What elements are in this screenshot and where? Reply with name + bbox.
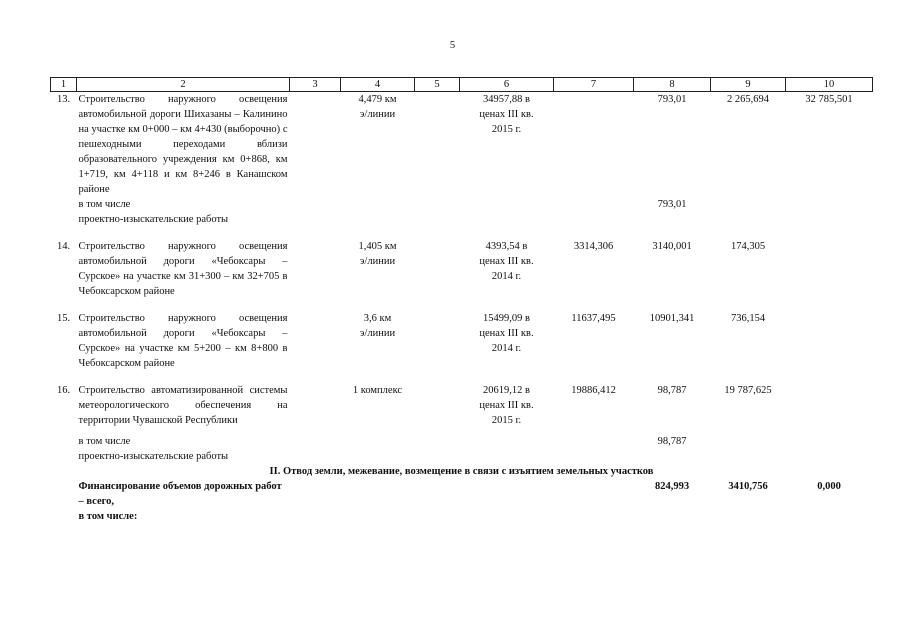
- table-row: [51, 311, 873, 371]
- row-estimated-cost: 20619,12 в ценах III кв. 2015 г.: [479, 385, 534, 426]
- row-description: Строительство наружного освещения автомобильной дороги Шихазаны – Калинино на участке км 0+000 – км 4+430 (выборочно) с пешеходными переходами вблизи образовательного учреждения км 0+868, км 1+719, км 4+118 и км 8+246 в Канашском районе: [78, 94, 288, 195]
- header-row: [51, 78, 873, 92]
- section-title: II. Отвод земли, межевание, возмещение в связи с изъятием земельных участков: [269, 466, 654, 477]
- row-col9: 2 265,694: [727, 94, 769, 105]
- header-cell: 1: [51, 78, 77, 92]
- financing-row: [51, 479, 873, 524]
- table-row: [51, 383, 873, 428]
- page-number: 5: [449, 40, 456, 51]
- header-cell: 9: [711, 78, 786, 92]
- table-row-sub: [51, 197, 873, 227]
- header-cell: 4: [341, 78, 415, 92]
- row-col9: 174,305: [730, 241, 766, 252]
- row-capacity: 1,405 км э/линии: [358, 241, 397, 267]
- header-cell: 10: [786, 78, 873, 92]
- row-capacity: 3,6 км э/линии: [359, 313, 396, 339]
- row-description: Строительство наружного освещения автомобильной дороги «Чебоксары – Сурское» на участке км 5+200 – км 8+800 в Чебоксарском районе: [78, 313, 288, 369]
- header-cell: 3: [290, 78, 341, 92]
- row-estimated-cost: 15499,09 в ценах III кв. 2014 г.: [479, 313, 534, 354]
- row-col10: [786, 383, 873, 428]
- row-description: Строительство автоматизированной системы метеорологического обеспечения на территории Чувашской Республики: [78, 385, 288, 426]
- header-cell: 6: [460, 78, 554, 92]
- row-col10: [786, 311, 873, 371]
- header-cell: 5: [415, 78, 460, 92]
- row-col7: 3314,306: [573, 241, 614, 252]
- table-row: [51, 239, 873, 299]
- row-sub-label: в том числе проектно-изыскательские работы: [78, 199, 229, 225]
- row-sub-label: в том числе проектно-изыскательские работы: [78, 436, 229, 462]
- table-row: [51, 92, 873, 198]
- investment-table: [50, 77, 873, 524]
- row-number: 15.: [56, 313, 71, 324]
- row-estimated-cost: 4393,54 в ценах III кв. 2014 г.: [479, 241, 534, 282]
- row-description: Строительство наружного освещения автомобильной дороги «Чебоксары – Сурское» на участке км 31+300 – км 32+705 в Чебоксарском районе: [78, 241, 288, 297]
- row-col7: 19886,412: [571, 385, 616, 396]
- row-col8: 793,01: [657, 94, 687, 105]
- row-col10: 32 785,501: [805, 94, 853, 105]
- header-cell: 8: [634, 78, 711, 92]
- row-col7: 11637,495: [571, 313, 616, 324]
- row-sub-col8: 98,787: [657, 436, 687, 447]
- row-capacity: 1 комплекс: [352, 385, 403, 396]
- row-capacity: 4,479 км э/линии: [358, 94, 397, 120]
- row-col7: [554, 92, 634, 198]
- row-col8: 10901,341: [649, 313, 695, 324]
- financing-col9: 3410,756: [728, 481, 768, 492]
- row-col8: 98,787: [657, 385, 687, 396]
- section-heading-row: [51, 464, 873, 479]
- row-col9: 19 787,625: [724, 385, 772, 396]
- header-cell: 2: [77, 78, 290, 92]
- financing-col8: 824,993: [654, 481, 690, 492]
- table-row-sub: [51, 434, 873, 464]
- row-col9: 736,154: [730, 313, 766, 324]
- header-cell: 7: [554, 78, 634, 92]
- row-sub-col8: 793,01: [657, 199, 687, 210]
- financing-label: Финансирование объемов дорожных работ – всего, в том числе:: [78, 481, 282, 522]
- row-estimated-cost: 34957,88 в ценах III кв. 2015 г.: [479, 94, 534, 135]
- financing-col10: 0,000: [817, 481, 841, 492]
- row-number: 16.: [56, 385, 71, 396]
- row-col8: 3140,001: [652, 241, 692, 252]
- row-col10: [786, 239, 873, 299]
- row-number: 14.: [56, 241, 71, 252]
- row-number: 13.: [56, 94, 71, 105]
